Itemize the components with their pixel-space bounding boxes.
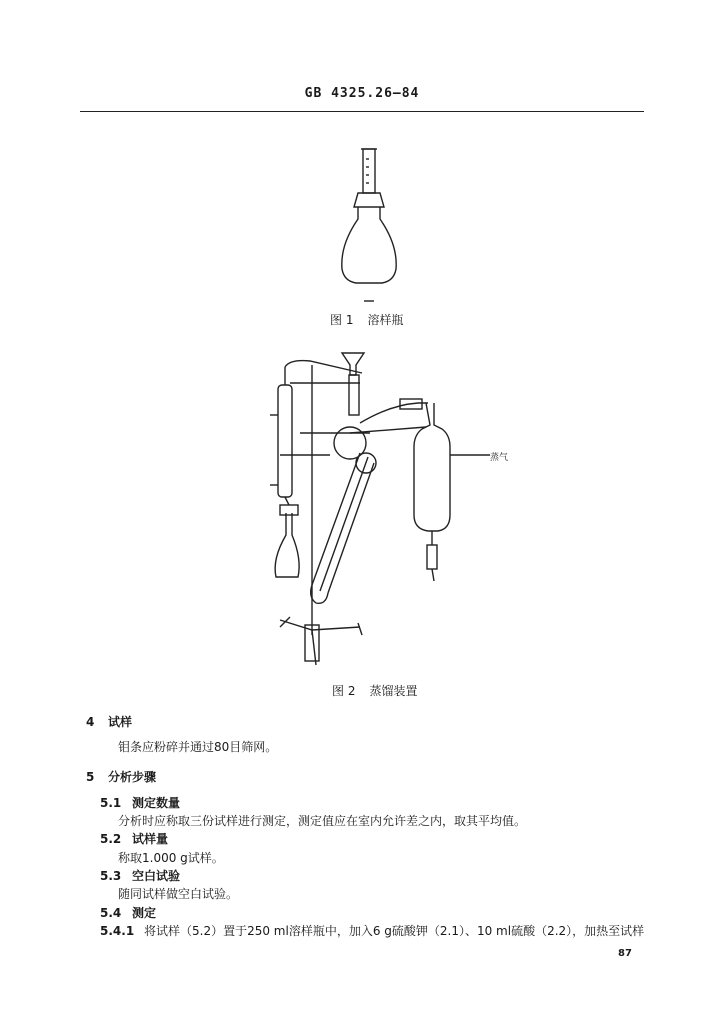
page-number: 87 bbox=[618, 948, 632, 959]
funnel bbox=[342, 353, 364, 375]
left-condenser bbox=[278, 385, 292, 497]
subsection-5-4-number: 5.4 bbox=[100, 906, 122, 920]
subsection-5-1-title: 测定数量 bbox=[132, 796, 181, 810]
stand-base bbox=[280, 617, 362, 665]
subsection-5-4-heading bbox=[100, 904, 156, 921]
steam-generator bbox=[414, 403, 450, 531]
subsection-5-2-number: 5.2 bbox=[100, 832, 122, 846]
subsection-5-3-body: 随同试样做空白试验。 bbox=[118, 887, 239, 901]
flask-stem-tube bbox=[363, 149, 375, 193]
receiving-flask bbox=[275, 513, 299, 577]
subsection-5-3-title: 空白试验 bbox=[132, 869, 181, 883]
figure-2-caption bbox=[332, 682, 417, 699]
steam-label: 蒸气 bbox=[490, 453, 509, 463]
section-4-number: 4 bbox=[86, 715, 95, 729]
figure-1-caption bbox=[330, 311, 403, 328]
section-5-heading bbox=[86, 768, 156, 785]
item-5-4-1 bbox=[100, 922, 644, 939]
subsection-5-1-number: 5.1 bbox=[100, 796, 122, 810]
section-5-number: 5 bbox=[86, 770, 95, 784]
subsection-5-2-heading bbox=[100, 830, 168, 847]
standard-code: GB 4325.26—84 bbox=[304, 86, 420, 101]
item-5-4-1-number: 5.4.1 bbox=[100, 924, 135, 938]
section-4-body: 钼条应粉碎并通过80目筛网。 bbox=[118, 740, 278, 754]
subsection-5-1-heading bbox=[100, 794, 180, 811]
figure-2-title: 蒸馏装置 bbox=[369, 684, 418, 698]
item-5-4-1-body: 将试样（5.2）置于250 ml溶样瓶中，加入6 g硫酸钾（2.1）、10 ml硫酸（2.2），加热至试样 bbox=[144, 924, 645, 938]
subsection-5-1-body: 分析时应称取三份试样进行测定，测定值应在室内允许差之内，取其平均值。 bbox=[118, 814, 527, 828]
subsection-5-3-number: 5.3 bbox=[100, 869, 122, 883]
subsection-5-2-title: 试样量 bbox=[132, 832, 169, 846]
figure-1-title: 溶样瓶 bbox=[367, 313, 404, 327]
header-rule bbox=[80, 111, 644, 112]
subsection-5-4-title: 测定 bbox=[132, 906, 157, 920]
figure-1-label: 图 1 bbox=[330, 313, 354, 327]
subsection-5-3-heading bbox=[100, 867, 180, 884]
section-4-title: 试样 bbox=[108, 715, 133, 729]
subsection-5-2-body: 称取1.000 g试样。 bbox=[118, 851, 224, 865]
figure-1-flask bbox=[330, 145, 410, 305]
flask-stopper bbox=[354, 193, 384, 207]
figure-2-distillation-apparatus bbox=[250, 345, 530, 675]
section-5-title: 分析步骤 bbox=[108, 770, 157, 784]
figure-2-label: 图 2 bbox=[332, 684, 356, 698]
flask-body bbox=[342, 207, 396, 283]
section-4-heading bbox=[86, 713, 132, 730]
